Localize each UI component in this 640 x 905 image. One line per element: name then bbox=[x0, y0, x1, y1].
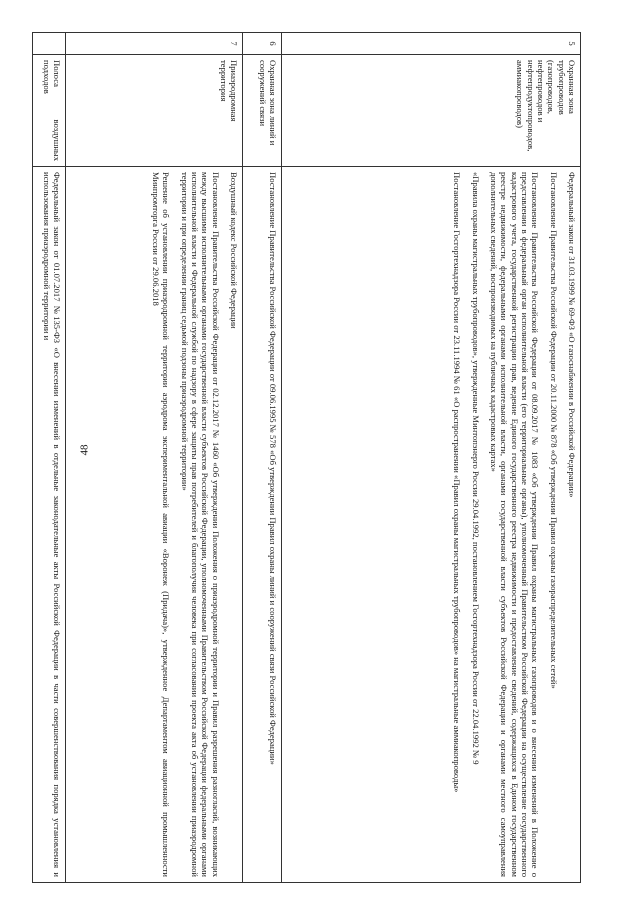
document-reference: Постановление Правительства Российской Федерации от 08.09.2017 № 1083 «Об утверждении Правил охраны магистральных газопроводов и о внесении изменений в Положение о представлении в федеральный орган исполнительной власти (его территориальные органы), уполномоченный Правительством Российской Федерации на осуществление государственного кадастрового учета, государственной регистрации прав, ведение Единого государственного реестра недвижимости и предоставление сведений, содержащихся в Едином государственном реестре недвижимости, федеральными органами исполнительной власти, органами государственной власти субъектов Российской Федерации и органами местного самоуправления дополнительных сведений, воспроизводимых на публичных кадастровых картах» bbox=[489, 172, 541, 877]
zone-name-part: воздушных bbox=[52, 119, 62, 161]
documents-cell bbox=[243, 167, 282, 883]
document-reference: Постановление Госгортехнадзора России от 23.11.1994 № 61 «О распространении «Правил охраны магистральных трубопроводов» на магистральные аммиакопроводы» bbox=[452, 172, 463, 793]
document-reference: «Правила охраны магистральных трубопроводов», утвержденные Минтопэнерго России 29.04.1992, постановлением Госгортехнадзора России от 22.04.1992 № 9 bbox=[470, 172, 481, 765]
page-number: 48 bbox=[78, 444, 91, 456]
documents-cell bbox=[282, 167, 581, 883]
table-row bbox=[33, 33, 66, 883]
zone-name-part: подходов bbox=[41, 60, 52, 94]
document-reference: Решение об установлении приаэродромной территории аэродрома экспериментальной авиации «Воронеж (Придача)», утвержденное Департаментом авиационной промышленности Минпромторга России от 29.06.2018 bbox=[151, 172, 172, 877]
zones-legislation-table bbox=[32, 32, 581, 883]
documents-cell bbox=[33, 167, 66, 883]
row-number bbox=[33, 33, 66, 55]
document-reference: Постановление Правительства Российской Федерации от 20.11.2000 № 878 «Об утверждении Правил охраны газораспределительных сетей» bbox=[548, 172, 559, 689]
row-number: 5 bbox=[282, 33, 581, 55]
zone-name: Приаэродромная территория bbox=[66, 55, 243, 167]
zone-name bbox=[33, 55, 66, 167]
zone-name-part: Полоса bbox=[52, 60, 62, 87]
row-number: 7 bbox=[66, 33, 243, 55]
table-row bbox=[66, 33, 243, 883]
documents-cell bbox=[66, 167, 243, 883]
table-row bbox=[243, 33, 282, 883]
zone-name: Охранная зона трубопроводов (газопроводов, нефтепроводов и нефтепродуктопроводов, аммиакопроводов) bbox=[282, 55, 581, 167]
zone-name: Охранная зона линий и сооружений связи bbox=[243, 55, 282, 167]
table-row bbox=[282, 33, 581, 883]
document-reference: Воздушный кодекс Российской Федерации bbox=[229, 172, 239, 329]
rotated-table-region bbox=[41, 32, 581, 882]
document-reference: Постановление Правительства Российской Федерации от 02.12.2017 № 1460 «Об утверждении Положения о приаэродромной территории и Правил разрешения разногласий, возникающих между высшими исполнительными органами государственной власти субъектов Российской Федерации, уполномоченными Правительством Российской Федерации федеральными органами исполнительной власти и Федеральной службой по надзору в сфере защиты прав потребителей и благополучия человека при согласовании проекта акта об установлении приаэродромной территории и при определении границ седьмой подзоны приаэродромной территории» bbox=[179, 172, 221, 877]
document-reference: Федеральный закон от 01.07.2017 №135-ФЗ «О внесении изменений в отдельные законодательные акты Российской Федерации в части совершенствования порядка установления и использования приаэродромной территории и bbox=[41, 172, 62, 877]
row-number: 6 bbox=[243, 33, 282, 55]
document-reference: Постановление Правительства Российской Федерации от 09.06.1995 № 578 «Об утверждении Правил охраны линий и сооружений связи Российской Федерации» bbox=[268, 172, 278, 765]
document-reference: Федеральный закон от 31.03.1999 № 69-ФЗ «О газоснабжении в Российской Федерации» bbox=[567, 172, 577, 498]
